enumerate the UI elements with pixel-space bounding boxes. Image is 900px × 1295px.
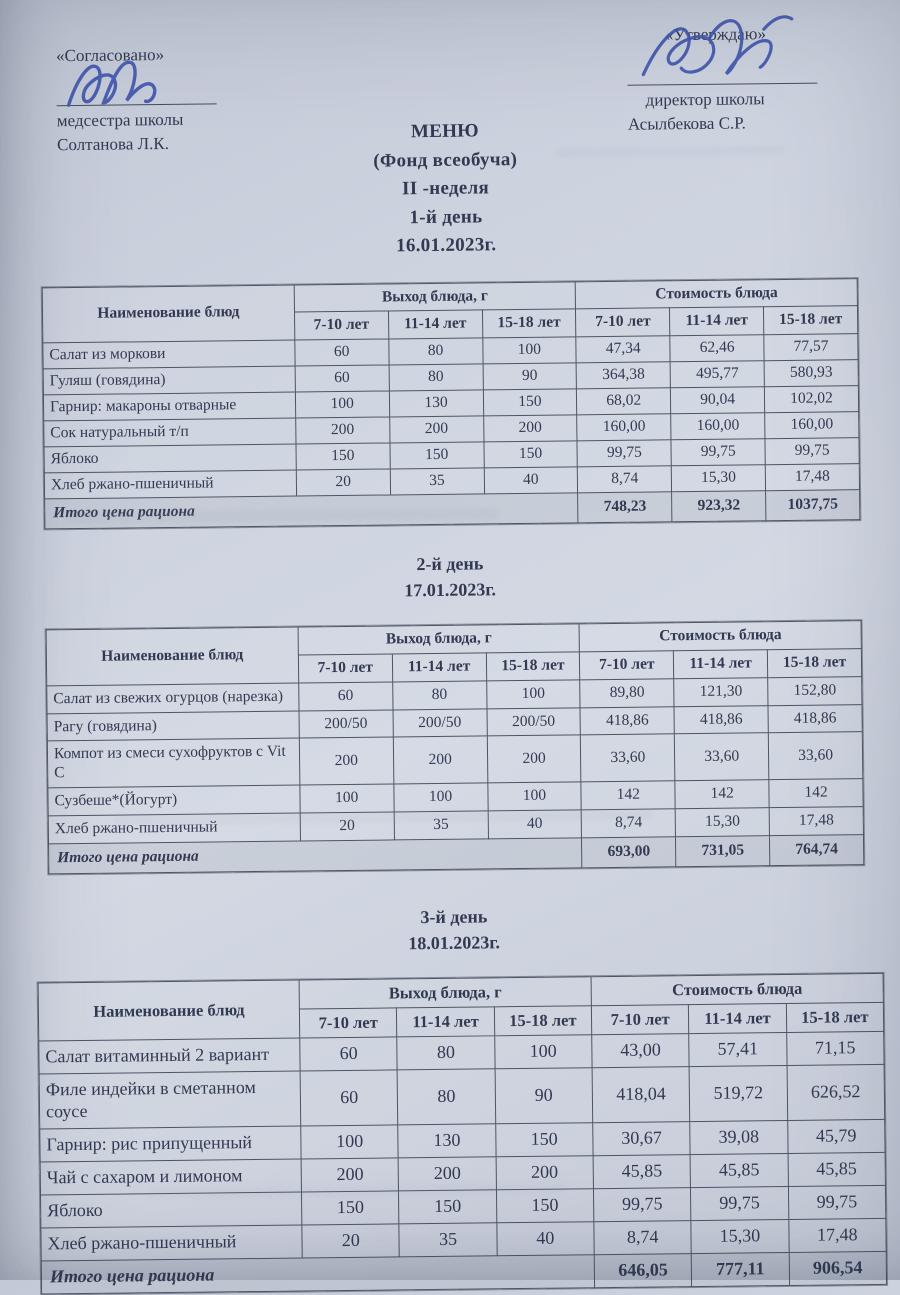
output-value-cell: 200/50 bbox=[393, 708, 487, 737]
age-header: 11-14 лет bbox=[670, 307, 764, 336]
dish-name-cell: Чай с сахаром и лимоном bbox=[40, 1159, 301, 1195]
cost-value-cell: 364,38 bbox=[576, 362, 670, 389]
output-value-cell: 80 bbox=[392, 681, 486, 710]
age-header: 7-10 лет bbox=[576, 308, 670, 337]
output-value-cell: 80 bbox=[397, 1036, 495, 1070]
total-value: 693,00 bbox=[582, 837, 676, 868]
output-value-cell: 150 bbox=[495, 1123, 593, 1157]
cost-value-cell: 102,02 bbox=[764, 386, 858, 413]
output-value-cell: 150 bbox=[399, 1190, 497, 1224]
output-value-cell: 35 bbox=[390, 468, 484, 495]
dish-name-cell: Яблоко bbox=[40, 1192, 301, 1228]
output-value-cell: 80 bbox=[397, 1069, 495, 1125]
output-value-cell: 200/50 bbox=[299, 710, 393, 739]
output-value-cell: 60 bbox=[300, 1037, 398, 1071]
cost-value-cell: 160,00 bbox=[577, 414, 671, 441]
cost-value-cell: 580,93 bbox=[764, 360, 858, 387]
day1-date: 16.01.2023г. bbox=[395, 234, 497, 257]
day3-date: 18.01.2023г. bbox=[408, 932, 501, 954]
age-header: 15-18 лет bbox=[764, 306, 858, 335]
dish-name-cell: Салат из свежих огурцов (нарезка) bbox=[47, 683, 299, 714]
dish-name-cell: Сок натуральный т/п bbox=[44, 418, 296, 447]
output-value-cell: 90 bbox=[495, 1068, 593, 1124]
cost-value-cell: 45,85 bbox=[690, 1154, 788, 1188]
total-value: 923,32 bbox=[672, 490, 766, 521]
cost-value-cell: 57,41 bbox=[689, 1033, 787, 1067]
table-header bbox=[46, 620, 862, 685]
output-value-cell: 20 bbox=[302, 1224, 400, 1258]
output-value-cell: 100 bbox=[394, 783, 488, 812]
cost-value-cell: 68,02 bbox=[577, 388, 671, 415]
menu-table-day2 bbox=[46, 620, 865, 874]
cost-value-cell: 15,30 bbox=[675, 808, 769, 837]
day3-label: 3-й день bbox=[420, 906, 488, 928]
output-value-cell: 200 bbox=[389, 416, 483, 443]
cost-value-cell: 626,52 bbox=[787, 1065, 885, 1121]
output-value-cell: 200 bbox=[398, 1157, 496, 1191]
name-column-header: Наименование блюд bbox=[42, 285, 294, 344]
age-header: 7-10 лет bbox=[294, 311, 388, 340]
output-value-cell: 40 bbox=[497, 1222, 595, 1256]
director-signature-icon bbox=[633, 10, 804, 90]
cost-value-cell: 90,04 bbox=[671, 387, 765, 414]
cost-value-cell: 15,30 bbox=[691, 1220, 789, 1254]
age-header: 11-14 лет bbox=[674, 649, 768, 678]
day2-label: 2-й день bbox=[416, 553, 484, 574]
approval-right-name: Асылбекова С.Р. bbox=[627, 113, 746, 135]
cost-value-cell: 33,60 bbox=[675, 733, 769, 781]
output-value-cell: 200 bbox=[487, 735, 581, 783]
cost-value-cell: 15,30 bbox=[671, 465, 765, 492]
title-line-week: II -неделя bbox=[401, 177, 490, 200]
output-value-cell: 130 bbox=[398, 1124, 496, 1158]
day2-heading bbox=[0, 545, 900, 607]
cost-value-cell: 99,75 bbox=[788, 1186, 886, 1220]
age-header: 15-18 лет bbox=[494, 1006, 592, 1036]
name-column-header: Наименование блюд bbox=[46, 627, 298, 686]
output-value-cell: 200 bbox=[483, 415, 577, 442]
day1-label: 1-й день bbox=[409, 205, 483, 228]
output-value-cell: 40 bbox=[484, 467, 578, 494]
cost-value-cell: 418,86 bbox=[768, 704, 862, 733]
age-header: 15-18 лет bbox=[486, 652, 580, 681]
output-value-cell: 100 bbox=[295, 391, 389, 418]
output-value-cell: 80 bbox=[389, 364, 483, 391]
cost-value-cell: 99,75 bbox=[691, 1187, 789, 1221]
approval-left-title: «Согласовано» bbox=[55, 45, 165, 66]
output-value-cell: 40 bbox=[488, 810, 582, 839]
age-header: 15-18 лет bbox=[786, 1003, 884, 1033]
output-value-cell: 35 bbox=[399, 1223, 497, 1257]
output-value-cell: 150 bbox=[483, 441, 577, 468]
cost-value-cell: 39,08 bbox=[690, 1121, 788, 1155]
cost-value-cell: 142 bbox=[675, 780, 769, 809]
cost-value-cell: 142 bbox=[769, 779, 863, 808]
age-header: 15-18 лет bbox=[767, 648, 861, 677]
dish-name-cell: Гуляш (говядина) bbox=[43, 366, 295, 395]
total-label: Итого цена рациона bbox=[49, 838, 583, 874]
output-value-cell: 200 bbox=[299, 737, 393, 785]
output-value-cell: 100 bbox=[486, 679, 580, 708]
age-header: 7-10 лет bbox=[298, 654, 392, 683]
output-value-cell: 150 bbox=[483, 389, 577, 416]
output-value-cell: 200 bbox=[301, 1158, 399, 1192]
dish-name-cell: Компот из смеси сухофруктов с Vit C bbox=[47, 738, 299, 788]
output-value-cell: 100 bbox=[494, 1035, 592, 1069]
cost-value-cell: 89,80 bbox=[580, 678, 674, 707]
output-group-header: Выход блюда, г bbox=[298, 624, 580, 655]
output-value-cell: 60 bbox=[295, 339, 389, 366]
name-column-header: Наименование блюд bbox=[38, 980, 300, 1041]
cost-value-cell: 71,15 bbox=[786, 1032, 884, 1066]
output-value-cell: 20 bbox=[300, 812, 394, 841]
cost-value-cell: 160,00 bbox=[671, 413, 765, 440]
output-value-cell: 150 bbox=[302, 1191, 400, 1225]
dish-name-cell: Хлеб ржано-пшеничный bbox=[44, 470, 296, 499]
dish-name-cell: Сузбеше*(Йогурт) bbox=[48, 785, 300, 816]
approval-right-role: директор школы bbox=[645, 88, 765, 110]
age-header: 11-14 лет bbox=[392, 653, 486, 682]
cost-value-cell: 17,48 bbox=[769, 807, 863, 836]
output-value-cell: 150 bbox=[496, 1189, 594, 1223]
title-line-fund: (Фонд всеобуча) bbox=[373, 148, 518, 172]
age-header: 15-18 лет bbox=[482, 309, 576, 338]
output-value-cell: 100 bbox=[300, 784, 394, 813]
output-value-cell: 200 bbox=[393, 736, 487, 784]
cost-value-cell: 99,75 bbox=[577, 440, 671, 467]
output-value-cell: 200/50 bbox=[487, 707, 581, 736]
signature-line bbox=[627, 46, 817, 85]
output-value-cell: 80 bbox=[388, 338, 482, 365]
age-header: 11-14 лет bbox=[689, 1004, 787, 1034]
dish-name-cell: Гарнир: рис припущенный bbox=[40, 1126, 301, 1162]
title-line-menu: МЕНЮ bbox=[410, 120, 480, 143]
cost-value-cell: 8,74 bbox=[594, 1221, 692, 1255]
dish-name-cell: Гарнир: макароны отварные bbox=[43, 392, 295, 421]
cost-value-cell: 17,48 bbox=[788, 1219, 886, 1253]
age-header: 11-14 лет bbox=[388, 310, 482, 339]
dish-name-cell: Хлеб ржано-пшеничный bbox=[48, 813, 300, 844]
approval-right-title: «Утверждаю» bbox=[664, 24, 767, 45]
cost-value-cell: 45,79 bbox=[787, 1120, 885, 1154]
cost-group-header: Стоимость блюда bbox=[591, 974, 883, 1006]
output-value-cell: 130 bbox=[389, 390, 483, 417]
total-value: 646,05 bbox=[594, 1254, 692, 1288]
dish-name-cell: Яблоко bbox=[44, 444, 296, 473]
cost-value-cell: 17,48 bbox=[765, 463, 859, 490]
nurse-signature-icon bbox=[62, 51, 193, 114]
dish-name-cell: Рагу (говядина) bbox=[47, 711, 299, 742]
cost-value-cell: 33,60 bbox=[768, 732, 862, 780]
age-header: 7-10 лет bbox=[580, 651, 674, 680]
dish-name-cell: Хлеб ржано-пшеничный bbox=[41, 1225, 302, 1261]
signature-line bbox=[56, 67, 216, 106]
cost-value-cell: 418,86 bbox=[674, 705, 768, 734]
total-value: 1037,75 bbox=[766, 489, 860, 520]
cost-value-cell: 495,77 bbox=[670, 361, 764, 388]
cost-group-header: Стоимость блюда bbox=[576, 278, 858, 309]
dish-name-cell: Филе индейки в сметанном соусе bbox=[39, 1071, 301, 1129]
cost-value-cell: 45,85 bbox=[593, 1155, 691, 1189]
total-value: 731,05 bbox=[676, 836, 770, 867]
cost-value-cell: 8,74 bbox=[582, 809, 676, 838]
table-body bbox=[43, 334, 860, 499]
cost-value-cell: 45,85 bbox=[788, 1153, 886, 1187]
total-label: Итого цена рациона bbox=[41, 1255, 594, 1294]
output-value-cell: 20 bbox=[296, 469, 390, 496]
cost-value-cell: 99,75 bbox=[593, 1188, 691, 1222]
age-header: 11-14 лет bbox=[397, 1007, 495, 1037]
output-value-cell: 35 bbox=[394, 811, 488, 840]
dish-name-cell: Салат из моркови bbox=[43, 340, 295, 369]
menu-table-day3 bbox=[38, 973, 887, 1294]
approval-block-right bbox=[627, 21, 843, 137]
menu-table-day1 bbox=[42, 278, 861, 529]
cost-value-cell: 418,04 bbox=[592, 1067, 690, 1123]
table-header bbox=[38, 974, 884, 1042]
cost-group-header: Стоимость блюда bbox=[579, 620, 861, 651]
cost-value-cell: 160,00 bbox=[765, 412, 859, 439]
output-value-cell: 60 bbox=[295, 365, 389, 392]
age-header: 7-10 лет bbox=[591, 1005, 689, 1035]
cost-value-cell: 77,57 bbox=[764, 334, 858, 361]
output-value-cell: 100 bbox=[301, 1125, 399, 1159]
output-group-header: Выход блюда, г bbox=[294, 281, 576, 312]
cost-value-cell: 152,80 bbox=[768, 676, 862, 705]
cost-value-cell: 62,46 bbox=[670, 335, 764, 362]
cost-value-cell: 418,86 bbox=[580, 706, 674, 735]
approval-left-role: медсестра школы bbox=[56, 109, 184, 130]
cost-value-cell: 519,72 bbox=[689, 1066, 787, 1122]
approval-block-left bbox=[56, 42, 287, 159]
table-row bbox=[39, 1065, 885, 1129]
output-value-cell: 100 bbox=[482, 337, 576, 364]
output-value-cell: 60 bbox=[298, 682, 392, 711]
output-value-cell: 60 bbox=[300, 1070, 398, 1126]
cost-value-cell: 99,75 bbox=[765, 438, 859, 465]
day2-date: 17.01.2023г. bbox=[404, 579, 497, 601]
total-value: 906,54 bbox=[789, 1252, 887, 1286]
total-value: 748,23 bbox=[578, 492, 672, 523]
output-value-cell: 90 bbox=[483, 363, 577, 390]
output-value-cell: 100 bbox=[487, 782, 581, 811]
cost-value-cell: 8,74 bbox=[578, 466, 672, 493]
cost-value-cell: 33,60 bbox=[581, 734, 675, 782]
cost-value-cell: 43,00 bbox=[592, 1034, 690, 1068]
cost-value-cell: 99,75 bbox=[671, 439, 765, 466]
output-group-header: Выход блюда, г bbox=[299, 977, 591, 1009]
total-label: Итого цена рациона bbox=[45, 493, 579, 529]
output-value-cell: 150 bbox=[390, 442, 484, 469]
day3-heading bbox=[4, 899, 900, 961]
cost-value-cell: 121,30 bbox=[674, 677, 768, 706]
table-header bbox=[42, 278, 858, 343]
output-value-cell: 200 bbox=[496, 1156, 594, 1190]
table-body bbox=[39, 1032, 886, 1261]
cost-value-cell: 47,34 bbox=[576, 336, 670, 363]
output-value-cell: 150 bbox=[296, 443, 390, 470]
total-value: 777,11 bbox=[692, 1253, 790, 1287]
dish-name-cell: Салат витаминный 2 вариант bbox=[39, 1038, 300, 1074]
cost-value-cell: 142 bbox=[581, 781, 675, 810]
total-value: 764,74 bbox=[770, 835, 864, 866]
approval-left-name: Солтанова Л.К. bbox=[56, 134, 170, 155]
cost-value-cell: 30,67 bbox=[593, 1122, 691, 1156]
age-header: 7-10 лет bbox=[299, 1008, 397, 1038]
output-value-cell: 200 bbox=[295, 417, 389, 444]
